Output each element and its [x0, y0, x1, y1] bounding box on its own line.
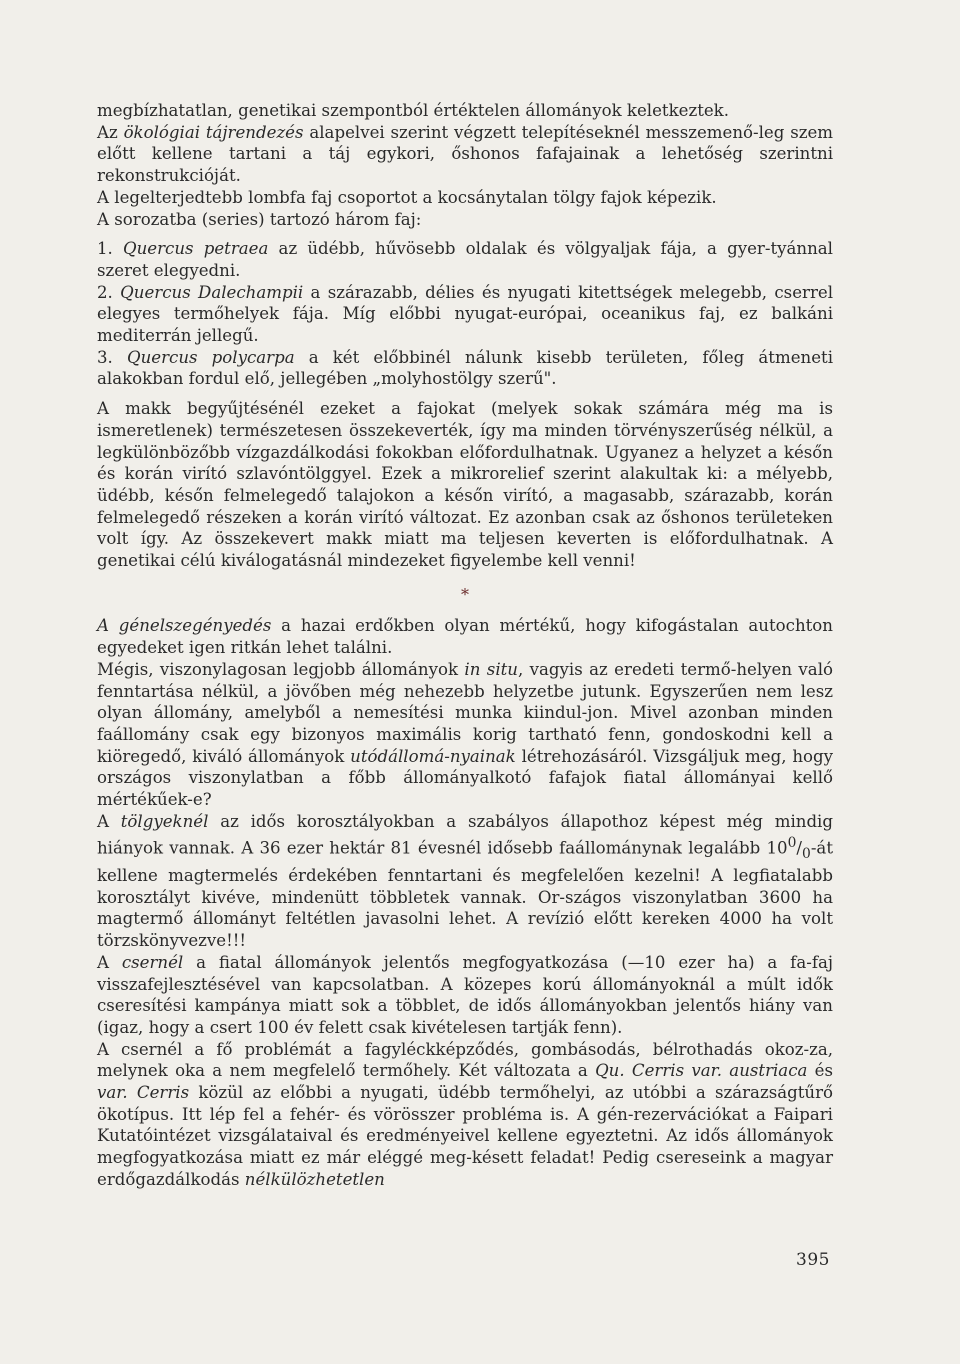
italic-term: csernél	[121, 952, 184, 972]
list-number: 2.	[97, 282, 113, 302]
paragraph-genelszegenyedes: A génelszegényedés a hazai erdőkben olyan mértékű, hogy kifogástalan autochton egyedeket igen ritkán lehet találni.	[97, 616, 833, 658]
list-number: 1.	[97, 239, 113, 259]
paragraph-lombfa: A legelterjedtebb lombfa faj csoportot a kocsánytalan tölgy fajok képezik.	[97, 187, 717, 207]
list-text: a szárazabb, délies és nyugati kitettségek melegebb, cserrel elegyes termőhelyek fája. Míg előbbi nyugat-európai, oceanikus faj, ez balkáni mediterrán jellegű.	[97, 282, 834, 346]
body-text	[97, 100, 833, 1191]
paragraph-series: A sorozatba (series) tartozó három faj:	[97, 209, 422, 229]
list-item	[97, 238, 833, 281]
list-item	[97, 347, 833, 390]
italic-term: tölgyeknél	[120, 811, 209, 831]
list-item	[97, 282, 833, 347]
paragraph-cser-2: A csernél a fő problémát a fagyléckképződés, gombásodás, bélrothadás okoz-za, melynek oka a nem megfelelő termőhely. Két változata a Qu. Cerris var. austriaca és var. Cerris közül az előbbi a nyugati, üdébb termőhelyi, az utóbbi a szárazságtűrő ökotípus. Itt lép fel a fehér- és vörösszer probléma is. A gén-rezervációkat a Faipari Kutatóintézet vizsgálataival és eredményeivel kellene egyeztetni. Az idős állományok megfogyatkozása miatt ez már eléggé meg-késett feladat! Pedig csereseink a magyar erdőgazdálkodás nélkülözhetetlen	[97, 1039, 833, 1189]
italic-term: utódállomá-nyainak	[350, 746, 516, 766]
species-name: Quercus polycarpa	[126, 347, 295, 367]
list-text: a két előbbinél nálunk kisebb területen, főleg átmeneti alakokban fordul elő, jellegében „molyhostölgy szerű".	[97, 347, 833, 389]
text-line: megbízhatatlan, genetikai szempontból értéktelen állományok keletkeztek.	[97, 101, 730, 120]
paragraph-cser-1: A csernél a fiatal állományok jelentős megfogyatkozása (—10 ezer ha) a fa-faj visszafejlesztésével van kapcsolatban. A közepes korú állományoknál a múlt idők cseresítési kampánya miatt sok a többlet, de idős állományokban jelentős hiány van (igaz, hogy a csert 100 év felett csak kivételesen tartják fenn).	[97, 952, 833, 1037]
italic-term: var. Cerris	[97, 1083, 190, 1103]
text-line: Az ökológiai tájrendezés alapelvei szerint végzett telepítéseknél messzemenő-leg szem előtt kellene tartani a táj egykori, őshonos fafajainak a lehetőség szerintni rekonstrukcióját.	[97, 122, 834, 186]
page-number: 395	[796, 1250, 830, 1270]
section-separator: *	[461, 584, 469, 604]
paragraph-megis: Mégis, viszonylagosan legjobb állományok in situ, vagyis az eredeti termő-helyen való fenntartása nélkül, a jövőben még nehezebb helyzetbe jutunk. Egyszerűen nem lesz olyan állomány, amelyből a nemesítési munka kiindul-jon. Mivel azonban minden faállomány csak egy bizonyos maximális korig tartható fenn, gondoskodni kell a kiöregedő, kiváló állományok utódállomá-nyainak létrehozásáról. Vizsgáljuk meg, hogy országos viszonylatban a főbb állományalkotó fafajok fiatal állományai kellő mértékűek-e?	[97, 659, 834, 810]
species-name: Quercus petraea	[123, 239, 269, 259]
paragraph-opening	[97, 100, 833, 187]
italic-term: in situ	[464, 659, 518, 679]
list-number: 3.	[97, 347, 113, 367]
italic-term: ökológiai tájrendezés	[123, 122, 304, 142]
paragraph-tolgyek: A tölgyeknél az idős korosztályokban a szabályos állapothoz képest még mindig hiányok vannak. A 36 ezer hektár 81 évesnél idősebb faállománynak legalább $10^0/_0-át$ kellene magtermelés érdekében fenntartani és megfelelően kezelni! A legfiatalabb korosztályt kivéve, mindenütt többletek vannak. Or-szágos viszonylatban 3600 ha magtermő állományt feltétlen javasolni lehet. A revízió előtt kereken 4000 ha volt törzskönyvezve!!!	[97, 811, 833, 951]
list-text: az üdébb, hűvösebb oldalak és völgyaljak fája, a gyer-tyánnal szeret elegyedni.	[97, 239, 833, 280]
italic-term: Qu. Cerris var. austriaca	[595, 1061, 808, 1081]
italic-term: nélkülözhetetlen	[244, 1169, 385, 1189]
paragraph-makk: A makk begyűjtésénél ezeket a fajokat (melyek sokak számára még ma is ismeretlenek) természetesen összekeverték, így ma minden törvényszerűség nélkül, a legkülönbözőbb vízgazdálkodási fokokban előfordulhatnak. Ugyanez a helyzet a későn és korán virító szlavóntölggyel. Ezek a mikrorelief szerint alakultak ki: a mélyebb, üdébb, későn felmelegedő talajokon a későn virító, a magasabb, szárazabb, korán felmelegedő részeken a korán virító változat. Ez azonban csak az őshonos területeken volt így. Az összekevert makk miatt ma teljesen keverten is előfordulhatnak. A genetikai célú kiválogatásnál mindezeket figyelembe kell venni!	[97, 399, 833, 571]
species-name: Quercus Dalechampii	[120, 282, 304, 302]
italic-term: A génelszegényedés	[97, 616, 272, 636]
